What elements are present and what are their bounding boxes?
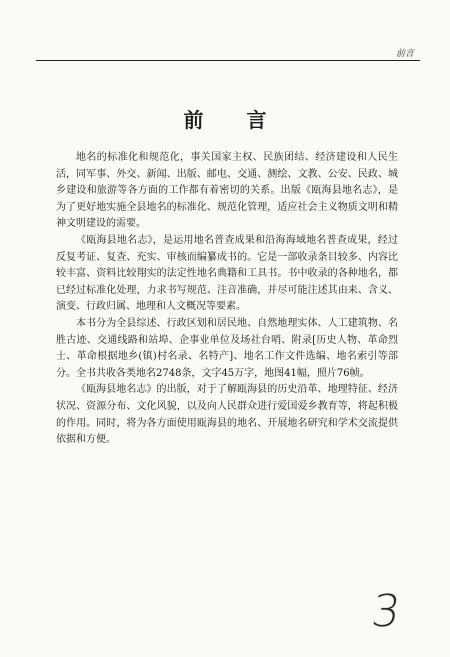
body-text: [56, 150, 398, 449]
paragraph: 本书分为全县综述、行政区划和居民地、自然地理实体、人工建筑物、名胜古迹、交通线路和站埠、企事业单位及场社台哨、附录[历史人物、革命烈士、革命根据地乡(镇)村名录、名特产]、地名工作文件选编、地名索引等部分。全书共收各类地名2748条，文字45万字，地图41幅，照片76帧。: [56, 317, 398, 379]
running-head: 前言: [395, 49, 414, 59]
paragraph: 《瓯海县地名志》的出版，对于了解瓯海县的历史沿革、地理特征、经济状况、资源分布、文化风貌，以及向人民群众进行爱国爱乡教育等，将起积极的作用。同时，将为各方面使用瓯海县的地名、开展地名研究和学术交流提供依据和方便。: [56, 384, 398, 446]
paragraph: 《瓯海县地名志》，是运用地名普查成果和沿海海域地名普查成果，经过反复考证、复查、充实、审核而编纂成书的。它是一部收录条目较多、内容比较丰富、资料比较翔实的法定性地名典籍和工具书。书中收录的各种地名，都已经过标准化处理，力求书写规范、注音准确，并尽可能注述其由来、含义、演变、行政归属、地理和人文概况等要素。: [56, 234, 398, 313]
paragraph: 地名的标准化和规范化，事关国家主权、民族团结、经济建设和人民生活，同军事、外交、新闻、出版、邮电、交通、测绘、文教、公安、民政、城乡建设和旅游等各方面的工作都有着密切的关系。出版《瓯海县地名志》，是为了更好地实施全县地名的标准化、规范化管理，适应社会主义物质文明和精神文明建设的需要。: [56, 152, 398, 230]
header-rule: [36, 60, 420, 61]
handwritten-page-number: 3: [368, 586, 404, 637]
page-title: 前 言: [183, 108, 285, 132]
